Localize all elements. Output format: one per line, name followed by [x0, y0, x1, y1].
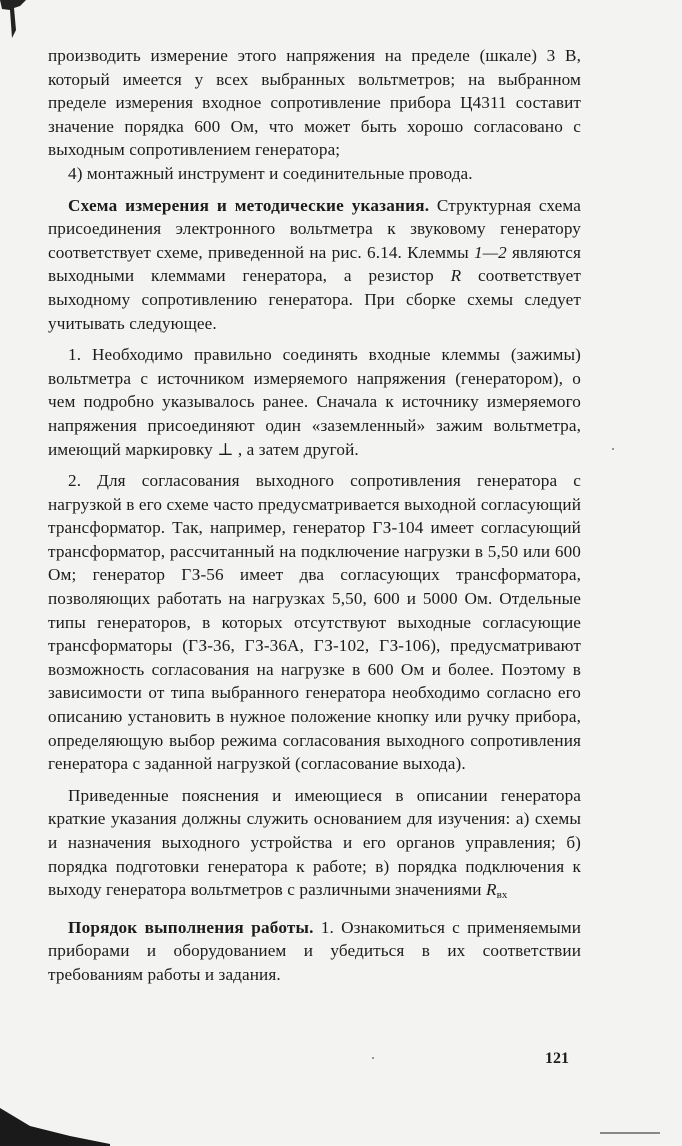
paragraph [48, 162, 581, 186]
bold-heading: Схема измерения и методические указания. [68, 195, 430, 215]
bold-heading: Порядок выполнения работы. [68, 917, 314, 937]
text-run: являются выходными клеммами генератора, а резистор [48, 242, 582, 286]
text-run: R [450, 266, 462, 286]
paragraph [48, 194, 581, 336]
bottom-edge-line [600, 1132, 660, 1134]
paragraph [48, 916, 581, 987]
text-run: Структурная схема присоединения электронного вольтметра к звуковому генератору соответствует схеме, приведенной на рис. 6.14. Клеммы [48, 195, 581, 262]
text-run: соответствует выходному сопротивлению генератора. При сборке схемы следует учитывать следующее. [48, 266, 581, 333]
page-number: 121 [545, 1050, 569, 1067]
speck [372, 1057, 374, 1059]
subscript: вх [496, 889, 508, 902]
bottom-scan-shadow [0, 1108, 110, 1146]
paragraph [48, 44, 581, 162]
text-run: 1—2 [474, 242, 507, 262]
text-run: R [486, 880, 497, 900]
corner-scan-artifact [0, 0, 30, 40]
text-run: 4) монтажный инструмент и соединительные провода. [68, 163, 473, 183]
speck [612, 448, 614, 450]
paragraph [48, 784, 581, 908]
text-run: производить измерение этого напряжения на пределе (шкале) 3 В, который имеется у всех выбранных вольтметров; на выбранном пределе измерения входное сопротивление прибора Ц4311 составит значение порядка 600 Ом, что может быть хорошо согласовано с выходным сопротивлением генератора; [48, 46, 581, 160]
paragraph [48, 469, 581, 776]
text-run: 1. Ознакомиться с применяемыми приборами и оборудованием и убедиться в их соответствии требованиям работы и задания. [48, 917, 582, 984]
body-text [48, 44, 581, 987]
text-run: 1. Необходимо правильно соединять входные клеммы (зажимы) вольтметра с источником измеряемого напряжения (генератором), о чем подробно указывалось ранее. Сначала к источнику измеряемого напряжения присоединяют один «заземленный» зажим вольтметра, имеющий маркировку ⊥ , а затем другой. [48, 345, 581, 459]
text-run: 2. Для согласования выходного сопротивления генератора с нагрузкой в его схеме часто предусматривается выходной согласующий трансформатор. Так, например, генератор ГЗ-104 имеет согласующий трансформатор, рассчитанный на подключение нагрузки в 5,50 или 600 Ом; генератор ГЗ-56 имеет два согласующих трансформатора, позволяющих работать на нагрузках 5,50, 600 и 5000 Ом. Отдельные типы генераторов, в которых отсутствуют выходные согласующие трансформаторы (ГЗ-36, ГЗ-36А, ГЗ-102, ГЗ-106), предусматривают возможность согласования на нагрузке в 600 Ом и более. Поэтому в зависимости от типа выбранного генератора необходимо согласно его описанию установить в нужное положение кнопку или ручку прибора, определяющую выбор режима согласования выходного сопротивления генератора с заданной нагрузкой (согласование выхода). [48, 471, 581, 774]
text-run: Приведенные пояснения и имеющиеся в описании генератора краткие указания должны служить основанием для изучения: а) схемы и назначения выходного устройства и его органов управления; б) порядка подготовки генератора к работе; в) порядка подключения к выходу генератора вольтметров с различными значениями [48, 785, 581, 900]
paragraph [48, 343, 581, 461]
